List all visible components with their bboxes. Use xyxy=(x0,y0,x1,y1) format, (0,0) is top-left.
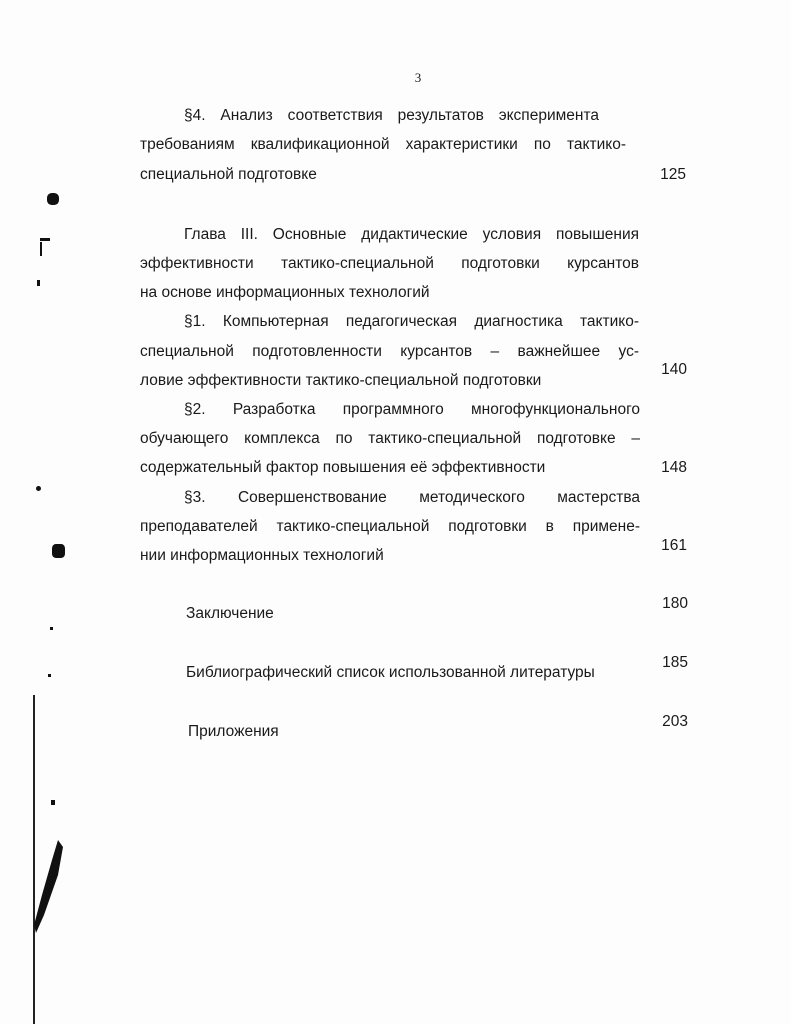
section1-page: 140 xyxy=(661,361,687,378)
section3-line-1: §3. Совершенствование методического мастерства xyxy=(184,489,640,506)
section4-page: 125 xyxy=(660,166,686,183)
scan-smudge xyxy=(51,800,55,805)
section3-line-3: нии информационных технологий xyxy=(140,547,384,564)
page-number: 3 xyxy=(414,70,422,85)
chapter3-line-2: эффективности тактико-специальной подготовки курсантов xyxy=(140,255,639,272)
section1-line-2: специальной подготовленности курсантов – важнейшее ус- xyxy=(140,343,639,360)
section4-line-1: §4. Анализ соответствия результатов эксперимента xyxy=(184,107,599,124)
scan-smudge xyxy=(47,193,59,205)
scan-smudge xyxy=(52,544,65,558)
section4-line-2: требованиям квалификационной характеристики по тактико- xyxy=(140,136,626,153)
section1-line-3: ловие эффективности тактико-специальной подготовки xyxy=(140,372,542,389)
scan-smudge xyxy=(36,486,41,491)
scan-smudge xyxy=(50,627,53,630)
conclusion-page: 180 xyxy=(662,595,688,612)
bibliography-label: Библиографический список использованной литературы xyxy=(186,664,595,681)
scan-ink-stroke xyxy=(30,835,70,935)
scan-smudge xyxy=(40,242,42,256)
section1-line-1: §1. Компьютерная педагогическая диагностика тактико- xyxy=(184,313,639,330)
conclusion-label: Заключение xyxy=(186,605,274,622)
bibliography-page: 185 xyxy=(662,654,688,671)
section2-line-2: обучающего комплекса по тактико-специальной подготовке – xyxy=(140,430,640,447)
chapter3-line-1: Глава III. Основные дидактические условия повышения xyxy=(184,226,639,243)
section3-line-2: преподавателей тактико-специальной подготовки в примене- xyxy=(140,518,640,535)
section3-page: 161 xyxy=(661,537,687,554)
scan-smudge xyxy=(37,280,40,286)
section4-line-3: специальной подготовке xyxy=(140,166,317,183)
appendices-label: Приложения xyxy=(188,723,279,740)
section2-line-1: §2. Разработка программного многофункционального xyxy=(184,401,640,418)
appendices-page: 203 xyxy=(662,713,688,730)
section2-page: 148 xyxy=(661,459,687,476)
scan-smudge xyxy=(48,674,51,677)
chapter3-line-3: на основе информационных технологий xyxy=(140,284,430,301)
scan-smudge xyxy=(40,238,50,241)
section2-line-3: содержательный фактор повышения её эффективности xyxy=(140,459,546,476)
